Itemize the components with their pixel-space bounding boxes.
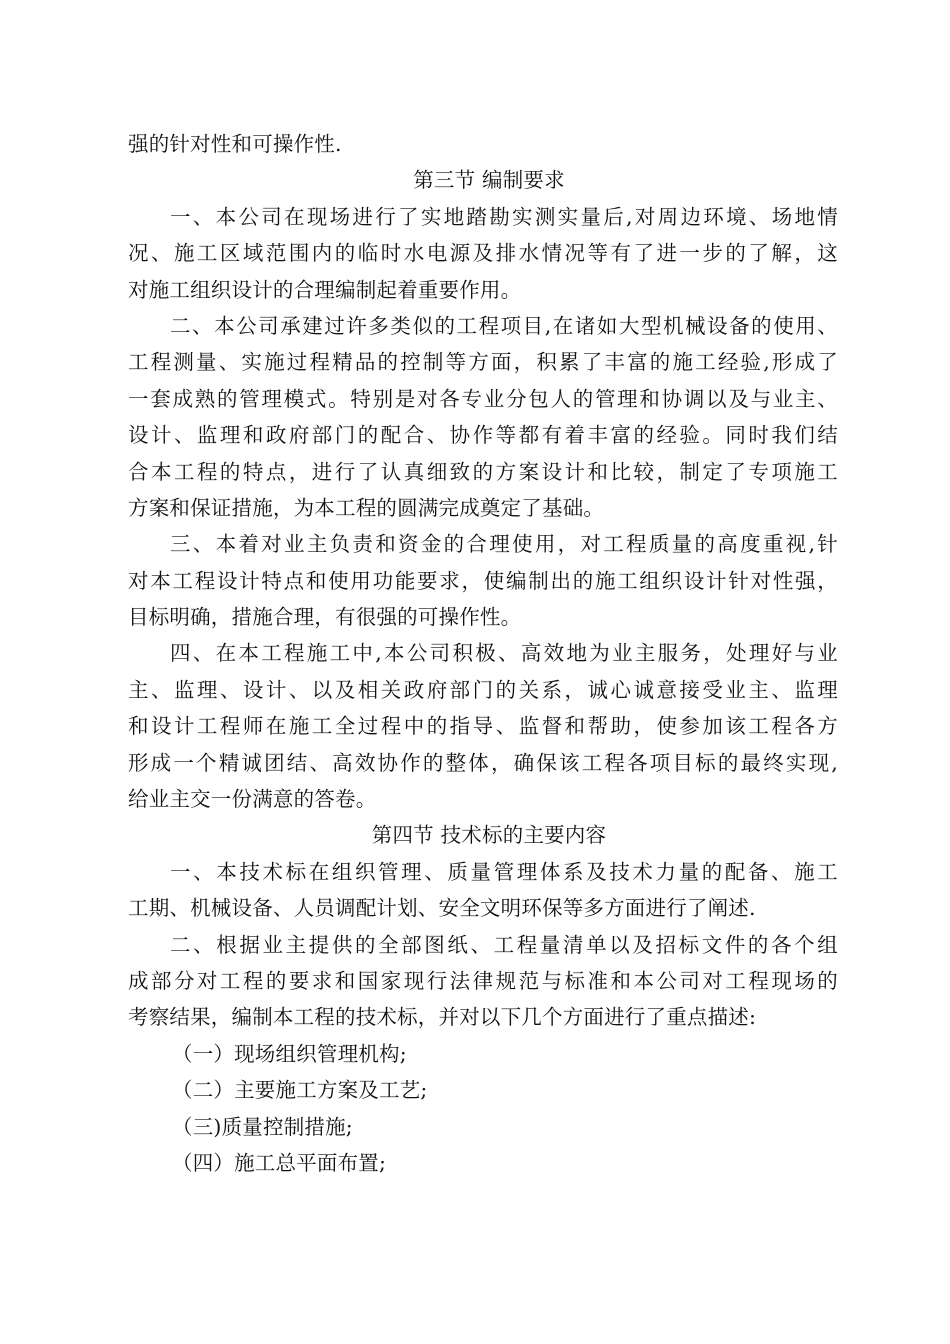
paragraph-line: 工期、机械设备、人员调配计划、安全文明环保等多方面进行了阐述. <box>128 896 756 921</box>
paragraph-line: 和设计工程师在施工全过程中的指导、监督和帮助，使参加该工程各方 <box>128 714 838 739</box>
paragraph-line: 二、本公司承建过许多类似的工程项目,在诸如大型机械设备的使用、 <box>170 313 838 338</box>
paragraph-line: 主、监理、设计、以及相关政府部门的关系，诚心诚意接受业主、监理 <box>128 677 838 702</box>
paragraph-line: 四、在本工程施工中,本公司积极、高效地为业主服务，处理好与业 <box>170 641 838 666</box>
paragraph-line: 对本工程设计特点和使用功能要求，使编制出的施工组织设计针对性强， <box>128 568 838 593</box>
paragraph-line: 对施工组织设计的合理编制起着重要作用。 <box>128 277 522 302</box>
paragraph-line: 一套成熟的管理模式。特别是对各专业分包人的管理和协调以及与业主、 <box>128 386 838 411</box>
paragraph-line: 考察结果，编制本工程的技术标，并对以下几个方面进行了重点描述: <box>128 1005 757 1030</box>
section-heading: 第三节 编制要求 <box>413 168 565 193</box>
paragraph-line: 三、本着对业主负责和资金的合理使用，对工程质量的高度重视,针 <box>170 532 838 557</box>
paragraph-line: 设计、监理和政府部门的配合、协作等都有着丰富的经验。同时我们结 <box>128 423 838 448</box>
paragraph-line: 目标明确，措施合理，有很强的可操作性。 <box>128 605 522 630</box>
paragraph-line: 工程测量、实施过程精品的控制等方面，积累了丰富的施工经验,形成了 <box>128 350 838 375</box>
paragraph-line: 一、本技术标在组织管理、质量管理体系及技术力量的配备、施工 <box>170 859 838 884</box>
list-item: （四）施工总平面布置; <box>172 1150 387 1175</box>
paragraph-line: 合本工程的特点，进行了认真细致的方案设计和比较，制定了专项施工 <box>128 459 838 484</box>
paragraph-line: 成部分对工程的要求和国家现行法律规范与标准和本公司对工程现场的 <box>128 968 838 993</box>
list-item: （三)质量控制措施; <box>172 1114 353 1139</box>
paragraph-line: 二、根据业主提供的全部图纸、工程量清单以及招标文件的各个组 <box>170 932 838 957</box>
list-item: （二）主要施工方案及工艺; <box>172 1078 428 1103</box>
paragraph-line: 形成一个精诚团结、高效协作的整体，确保该工程各项目标的最终实现, <box>128 750 838 775</box>
list-item: （一）现场组织管理机构; <box>172 1041 407 1066</box>
paragraph-line: 给业主交一份满意的答卷。 <box>128 787 377 812</box>
section-heading: 第四节 技术标的主要内容 <box>371 823 607 848</box>
paragraph-line: 况、施工区域范围内的临时水电源及排水情况等有了进一步的了解，这 <box>128 241 838 266</box>
document-body <box>128 126 838 1181</box>
paragraph-line: 一、本公司在现场进行了实地踏勘实测实量后,对周边环境、场地情 <box>170 204 838 229</box>
paragraph-line: 方案和保证措施，为本工程的圆满完成奠定了基础。 <box>128 495 605 520</box>
paragraph-line: 强的针对性和可操作性. <box>128 132 342 156</box>
